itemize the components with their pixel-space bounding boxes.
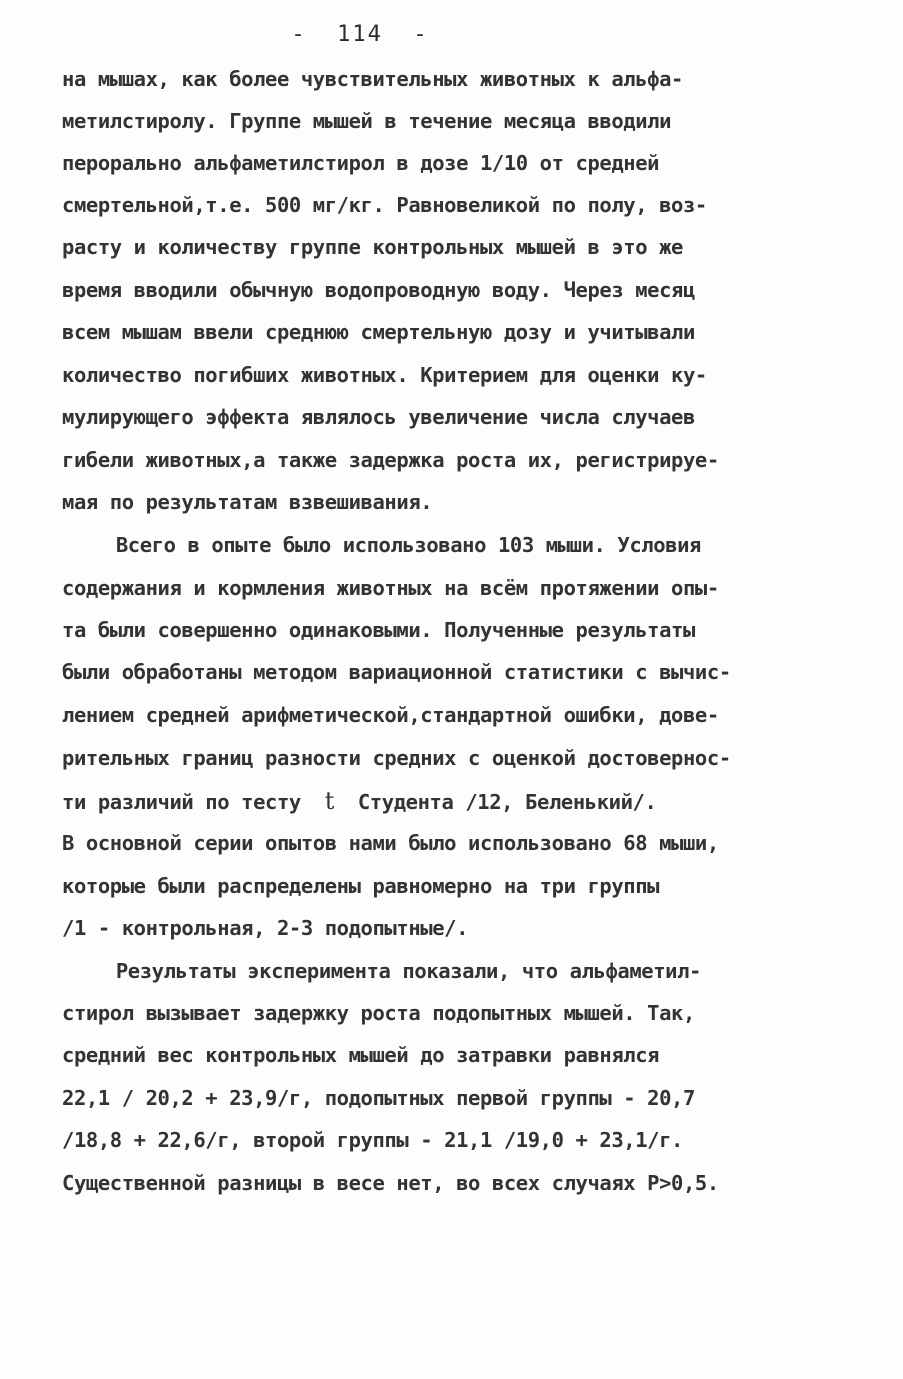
text-line: та были совершенно одинаковыми. Полученные результаты xyxy=(62,618,695,642)
text-line: рительных границ разности средних с оценкой достовернос- xyxy=(62,746,731,770)
text-line: которые были распределены равномерно на три группы xyxy=(62,874,660,898)
page-number: - 114 - xyxy=(291,22,429,47)
text-line: мулирующего эффекта являлось увеличение числа случаев xyxy=(62,405,695,429)
t-test-line xyxy=(62,789,656,813)
text-line: /18,8 + 22,6/г, второй группы - 21,1 /19,0 + 23,1/г. xyxy=(62,1128,683,1152)
text-line: всем мышам ввели среднюю смертельную дозу и учитывали xyxy=(62,320,695,344)
text-line: расту и количеству группе контрольных мышей в это же xyxy=(62,235,683,259)
t-symbol: t xyxy=(324,787,334,815)
text-line: лением средней арифметической,стандартной ошибки, дове- xyxy=(62,703,719,727)
text-line: /1 - контрольная, 2-3 подопытные/. xyxy=(62,916,469,940)
t-line-before: ти различий по тесту xyxy=(62,790,325,814)
text-line: Результаты эксперимента показали, что альфаметил- xyxy=(80,959,701,983)
text-line: на мышах, как более чувствительных животных к альфа- xyxy=(62,67,683,91)
text-line: 22,1 / 20,2 + 23,9/г, подопытных первой группы - 20,7 xyxy=(62,1086,695,1110)
text-line: количество погибших животных. Критерием для оценки ку- xyxy=(62,363,707,387)
text-line: Существенной разницы в весе нет, во всех случаях P>0,5. xyxy=(62,1171,719,1195)
text-line: были обработаны методом вариационной статистики с вычис- xyxy=(62,660,731,684)
text-line: средний вес контрольных мышей до затравки равнялся xyxy=(62,1043,660,1067)
text-line: содержания и кормления животных на всём протяжении опы- xyxy=(62,576,719,600)
text-line: смертельной,т.е. 500 мг/кг. Равновеликой по полу, воз- xyxy=(62,193,707,217)
text-line: метилстиролу. Группе мышей в течение месяца вводили xyxy=(62,109,672,133)
text-line: стирол вызывает задержку роста подопытных мышей. Так, xyxy=(62,1001,695,1025)
text-line: гибели животных,а также задержка роста их, регистрируе- xyxy=(62,448,719,472)
text-line: перорально альфаметилстирол в дозе 1/10 от средней xyxy=(62,151,660,175)
text-line: Всего в опыте было использовано 103 мыши. Условия xyxy=(80,533,701,557)
text-line: В основной серии опытов нами было использовано 68 мыши, xyxy=(62,831,719,855)
text-line: мая по результатам взвешивания. xyxy=(62,490,433,514)
t-line-after: Студента /12, Беленький/. xyxy=(333,790,657,814)
text-line: время вводили обычную водопроводную воду. Через месяц xyxy=(62,278,695,302)
